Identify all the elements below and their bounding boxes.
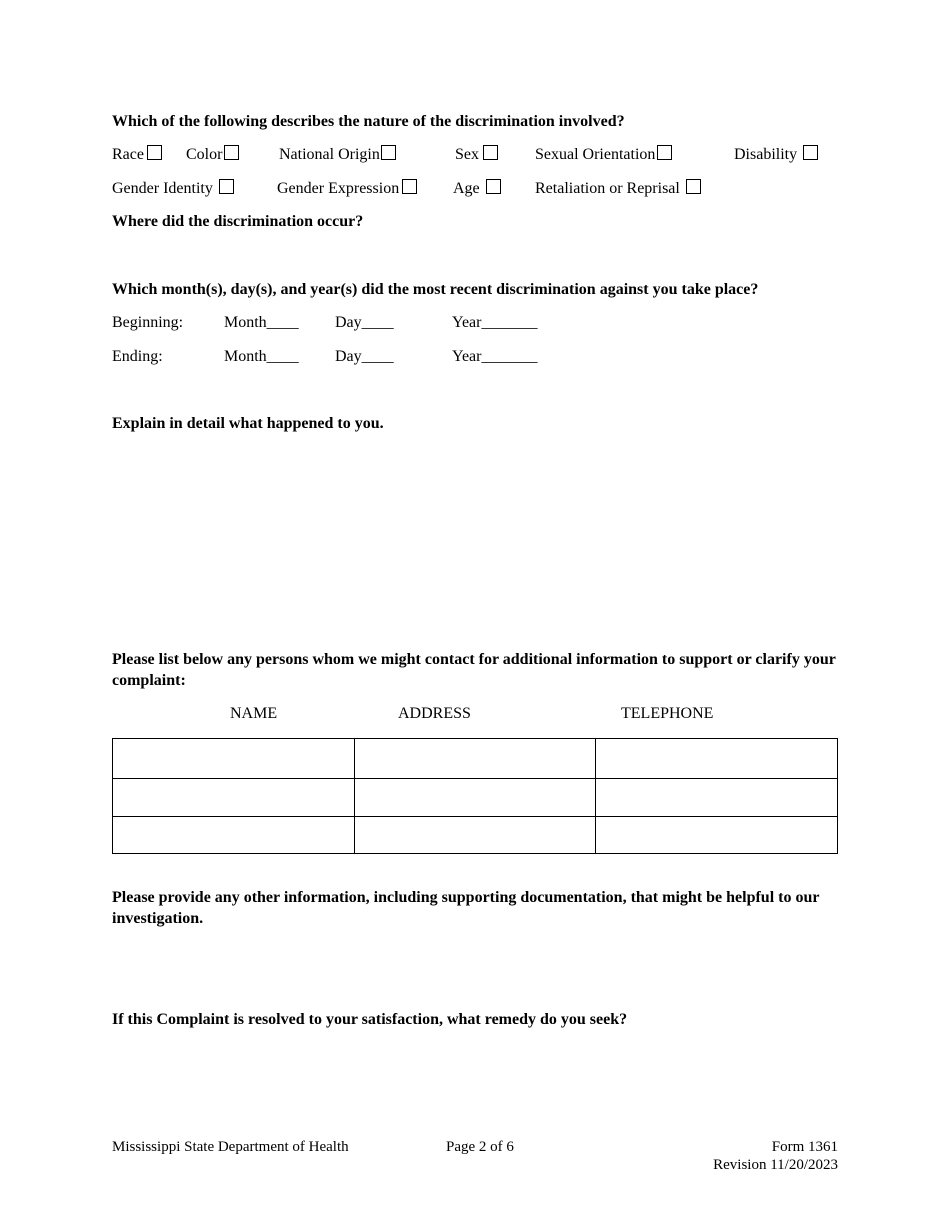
contacts-question: Please list below any persons whom we might contact for additional information to support or clarify your complaint:: [112, 651, 836, 689]
dates-question: Which month(s), day(s), and year(s) did the most recent discrimination against you take place?: [112, 281, 759, 298]
sexual-orientation-checkbox[interactable]: [657, 145, 672, 160]
beginning-day-field[interactable]: Day____: [335, 314, 394, 331]
footer-organization: Mississippi State Department of Health: [112, 1139, 349, 1155]
gender-expression-checkbox[interactable]: [402, 179, 417, 194]
option-race-label: Race: [112, 146, 144, 163]
ending-day-field[interactable]: Day____: [335, 348, 394, 365]
contacts-table: [112, 738, 838, 854]
contact-address-cell[interactable]: [354, 817, 596, 854]
option-sex[interactable]: [455, 145, 498, 165]
remedy-answer-area[interactable]: [112, 1036, 838, 1126]
option-gender-expression[interactable]: [277, 179, 417, 199]
ending-label: Ending:: [112, 348, 163, 365]
contact-name-cell[interactable]: [113, 779, 355, 817]
column-header-address: ADDRESS: [398, 705, 471, 722]
footer-form-number: Form 1361: [771, 1139, 838, 1155]
option-sex-label: Sex: [455, 146, 479, 163]
option-gender-identity[interactable]: [112, 179, 234, 199]
beginning-year-field[interactable]: Year_______: [452, 314, 538, 331]
national-origin-checkbox[interactable]: [381, 145, 396, 160]
beginning-label: Beginning:: [112, 314, 184, 331]
option-retaliation[interactable]: [535, 179, 701, 199]
contacts-row: [113, 779, 838, 817]
other-info-question: Please provide any other information, including supporting documentation, that might be helpful to our investigation.: [112, 889, 820, 927]
contacts-row: [113, 817, 838, 854]
contact-name-cell[interactable]: [113, 817, 355, 854]
option-age[interactable]: [453, 179, 501, 199]
contacts-row: [113, 739, 838, 779]
nature-question: Which of the following describes the nature of the discrimination involved?: [112, 113, 625, 130]
footer-page-number: Page 2 of 6: [446, 1139, 514, 1155]
contact-telephone-cell[interactable]: [596, 739, 838, 779]
ending-month-field[interactable]: Month____: [224, 348, 299, 365]
explain-answer-area[interactable]: [112, 440, 838, 640]
option-sexual-orientation-label: Sexual Orientation: [535, 146, 656, 163]
contact-name-cell[interactable]: [113, 739, 355, 779]
option-color[interactable]: [186, 145, 239, 165]
option-retaliation-label: Retaliation or Reprisal: [535, 180, 680, 197]
option-gender-identity-label: Gender Identity: [112, 180, 213, 197]
race-checkbox[interactable]: [147, 145, 162, 160]
footer-revision: Revision 11/20/2023: [713, 1157, 838, 1173]
option-disability-label: Disability: [734, 146, 798, 163]
contact-address-cell[interactable]: [354, 779, 596, 817]
option-race[interactable]: [112, 145, 162, 165]
retaliation-checkbox[interactable]: [686, 179, 701, 194]
option-gender-expression-label: Gender Expression: [277, 180, 400, 197]
age-checkbox[interactable]: [486, 179, 501, 194]
where-question: Where did the discrimination occur?: [112, 213, 364, 230]
gender-identity-checkbox[interactable]: [219, 179, 234, 194]
option-national-origin-label: National Origin: [279, 146, 380, 163]
explain-question: Explain in detail what happened to you.: [112, 415, 384, 432]
other-info-answer-area[interactable]: [112, 935, 838, 1005]
option-disability[interactable]: [734, 145, 818, 165]
beginning-month-field[interactable]: Month____: [224, 314, 299, 331]
remedy-question: If this Complaint is resolved to your satisfaction, what remedy do you seek?: [112, 1011, 628, 1028]
contact-telephone-cell[interactable]: [596, 817, 838, 854]
option-color-label: Color: [186, 146, 223, 163]
contact-telephone-cell[interactable]: [596, 779, 838, 817]
contact-address-cell[interactable]: [354, 739, 596, 779]
ending-year-field[interactable]: Year_______: [452, 348, 538, 365]
option-age-label: Age: [453, 180, 480, 197]
option-sexual-orientation[interactable]: [535, 145, 672, 165]
color-checkbox[interactable]: [224, 145, 239, 160]
disability-checkbox[interactable]: [803, 145, 818, 160]
option-national-origin[interactable]: [279, 145, 396, 165]
sex-checkbox[interactable]: [483, 145, 498, 160]
column-header-name: NAME: [230, 705, 278, 722]
column-header-telephone: TELEPHONE: [621, 705, 714, 722]
